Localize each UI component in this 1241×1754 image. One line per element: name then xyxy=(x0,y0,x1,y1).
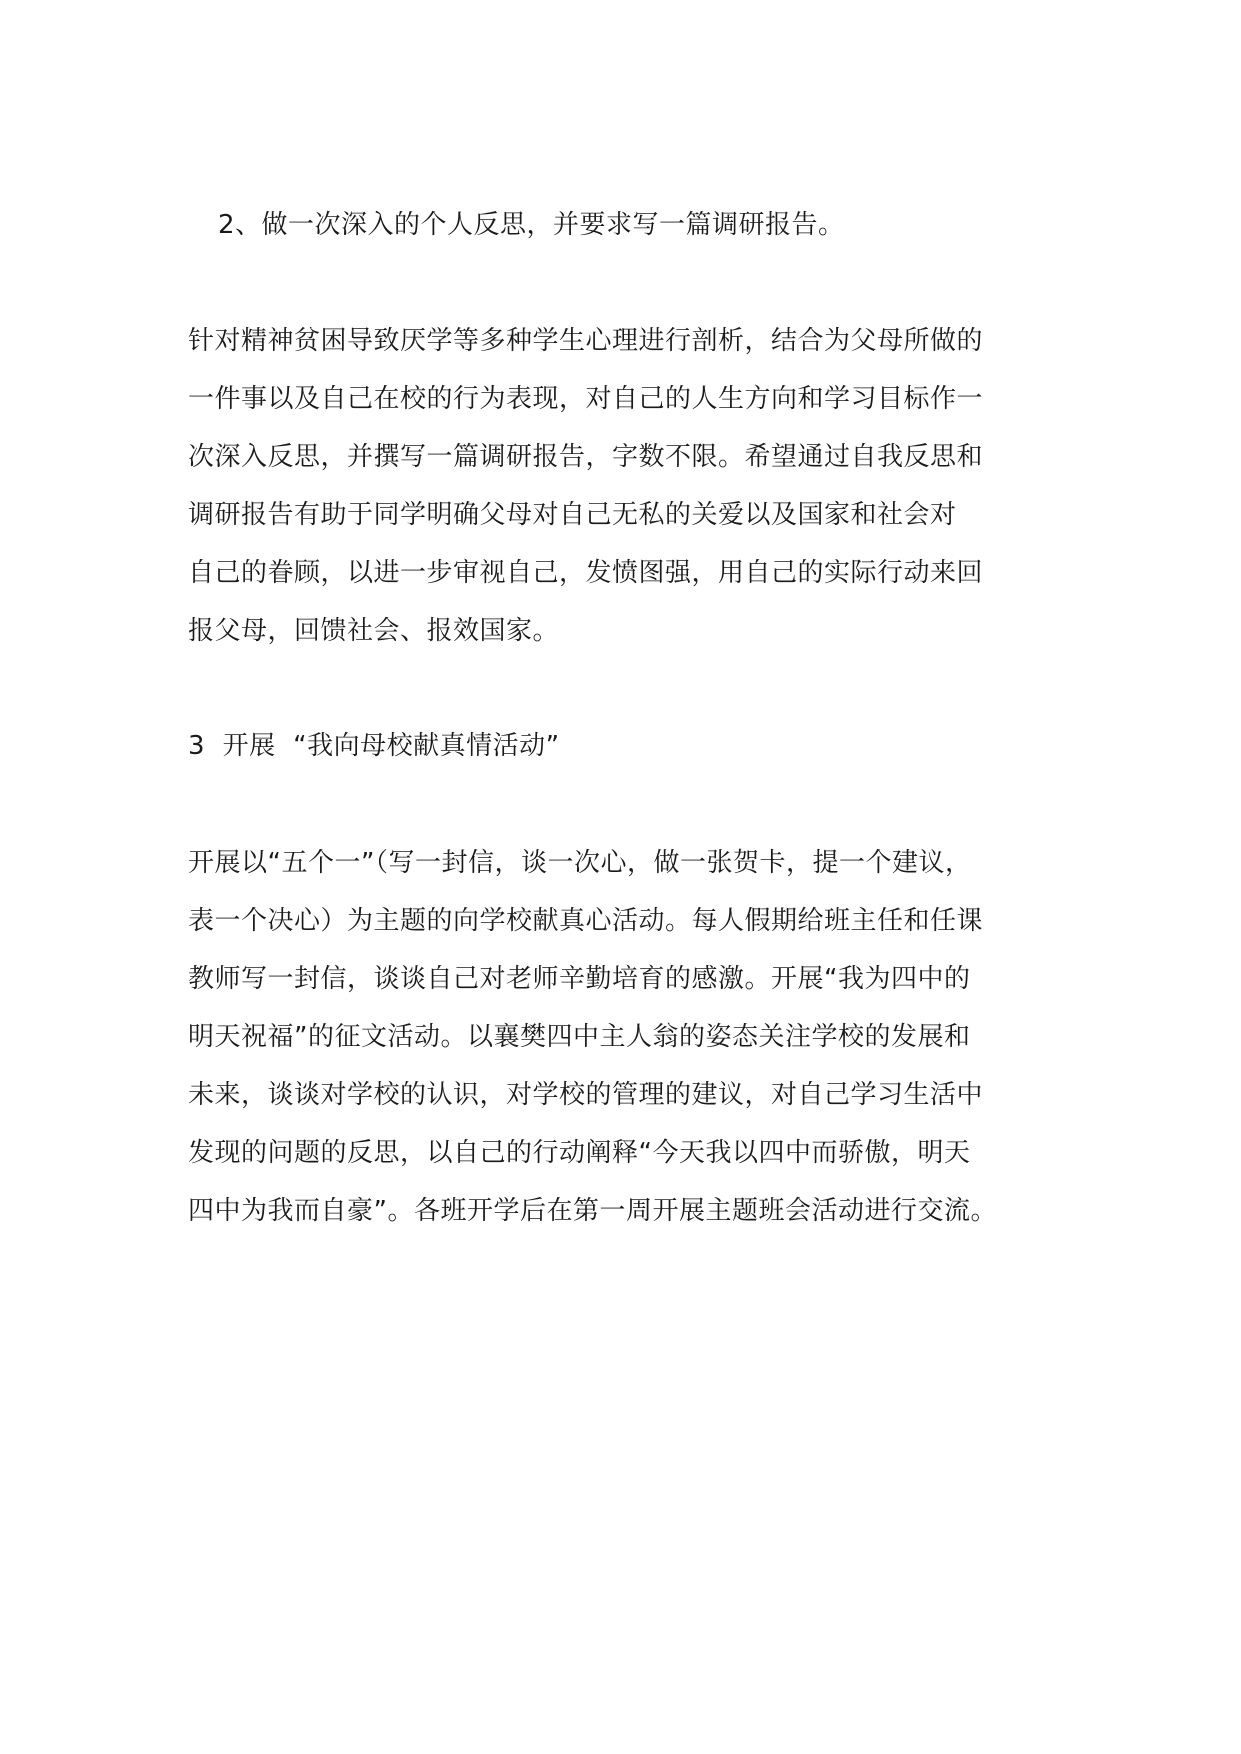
item2-body-line: 次深入反思，并撰写一篇调研报告，字数不限。希望通过自我反思和 xyxy=(188,442,984,472)
item3-body-line: 四中为我而自豪”。各班开学后在第一周开展主题班会活动进行交流。 xyxy=(188,1196,997,1226)
item2-body-line: 针对精神贫困导致厌学等多种学生心理进行剖析，结合为父母所做的 xyxy=(188,326,984,356)
item2-heading: 2、做一次深入的个人反思，并要求写一篇调研报告。 xyxy=(218,210,845,240)
item2-body-line: 报父母，回馈社会、报效国家。 xyxy=(188,616,560,646)
item3-body-line: 表一个决心）为主题的向学校献真心活动。每人假期给班主任和任课 xyxy=(188,906,984,936)
item2-body-line: 调研报告有助于同学明确父母对自己无私的关爱以及国家和社会对 xyxy=(188,500,957,530)
item3-heading: 3 开展 “我向母校献真情活动” xyxy=(188,731,560,761)
item3-body-line: 发现的问题的反思，以自己的行动阐释“今天我以四中而骄傲，明天 xyxy=(188,1138,971,1168)
item3-body-line: 教师写一封信，谈谈自己对老师辛勤培育的感激。开展“我为四中的 xyxy=(188,964,971,994)
item2-body-line: 一件事以及自己在校的行为表现，对自己的人生方向和学习目标作一 xyxy=(188,384,984,414)
item3-body-line: 未来，谈谈对学校的认识，对学校的管理的建议，对自己学习生活中 xyxy=(188,1080,984,1110)
item3-body-line: 明天祝福”的征文活动。以襄樊四中主人翁的姿态关注学校的发展和 xyxy=(188,1022,971,1052)
item3-body-line: 开展以“五个一”（写一封信，谈一次心，做一张贺卡，提一个建议， xyxy=(188,848,972,878)
item2-body-line: 自己的眷顾，以进一步审视自己，发愤图强，用自己的实际行动来回 xyxy=(188,558,984,588)
